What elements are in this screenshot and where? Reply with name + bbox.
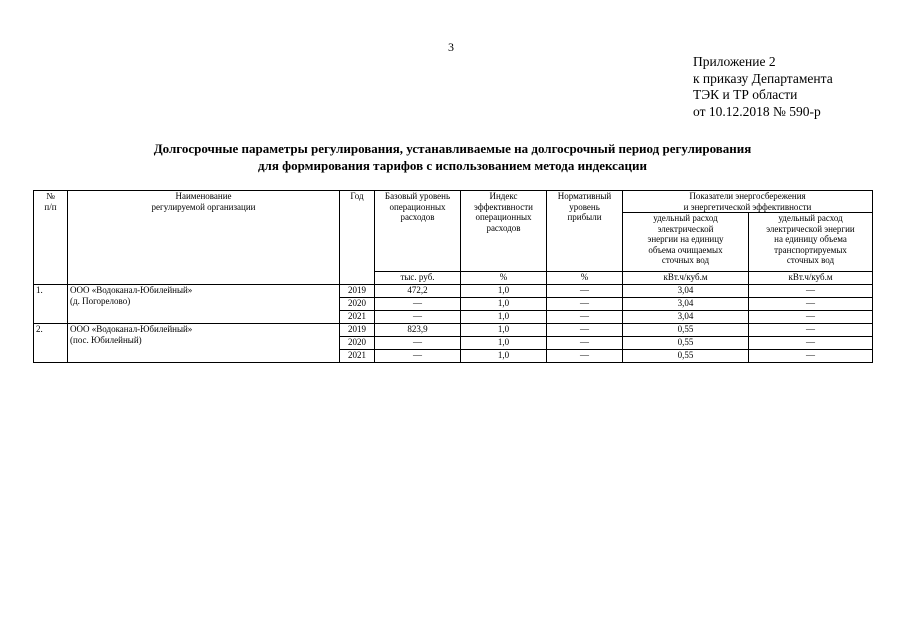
cell-base: —	[375, 311, 461, 324]
org-num: 1.	[34, 285, 68, 324]
cell-base: 823,9	[375, 324, 461, 337]
header-sub-treated: удельный расход электрической энергии на единицу объема очищаемых сточных вод	[623, 213, 749, 272]
cell-sub1: 0,55	[623, 324, 749, 337]
cell-sub1: 3,04	[623, 311, 749, 324]
cell-sub2: —	[749, 324, 873, 337]
cell-year: 2020	[340, 337, 375, 350]
cell-sub2: —	[749, 350, 873, 363]
cell-year: 2019	[340, 324, 375, 337]
header-norm-profit: Нормативный уровень прибыли	[547, 191, 623, 272]
cell-norm: —	[547, 311, 623, 324]
cell-norm: —	[547, 298, 623, 311]
cell-base: —	[375, 337, 461, 350]
cell-index: 1,0	[461, 285, 547, 298]
org-name: ООО «Водоканал-Юбилейный» (д. Погорелово)	[68, 285, 340, 324]
title-line: Долгосрочные параметры регулирования, устанавливаемые на долгосрочный период регулирования	[153, 141, 752, 156]
cell-index: 1,0	[461, 311, 547, 324]
cell-index: 1,0	[461, 298, 547, 311]
cell-sub2: —	[749, 311, 873, 324]
appendix-line: от 10.12.2018 № 590-р	[693, 103, 821, 119]
org-num: 2.	[34, 324, 68, 363]
cell-year: 2020	[340, 298, 375, 311]
cell-sub1: 0,55	[623, 350, 749, 363]
header-efficiency-index: Индекс эффективности операционных расходов	[461, 191, 547, 272]
cell-index: 1,0	[461, 324, 547, 337]
unit-sub2: кВт.ч/куб.м	[749, 272, 873, 285]
cell-norm: —	[547, 337, 623, 350]
title-line: для формирования тарифов с использованием метода индексации	[257, 158, 648, 173]
header-base-level: Базовый уровень операционных расходов	[375, 191, 461, 272]
cell-base: —	[375, 298, 461, 311]
cell-sub1: 3,04	[623, 285, 749, 298]
unit-norm: %	[547, 272, 623, 285]
cell-year: 2021	[340, 350, 375, 363]
cell-norm: —	[547, 285, 623, 298]
unit-sub1: кВт.ч/куб.м	[623, 272, 749, 285]
cell-sub1: 3,04	[623, 298, 749, 311]
unit-base: тыс. руб.	[375, 272, 461, 285]
page-number: 3	[448, 40, 454, 54]
cell-index: 1,0	[461, 350, 547, 363]
cell-index: 1,0	[461, 337, 547, 350]
header-year: Год	[340, 191, 375, 285]
header-energy-indicators: Показатели энергосбережения и энергетической эффективности	[623, 191, 873, 213]
appendix-line: Приложение 2	[693, 54, 776, 69]
unit-index: %	[461, 272, 547, 285]
cell-base: 472,2	[375, 285, 461, 298]
cell-sub2: —	[749, 298, 873, 311]
header-org: Наименование регулируемой организации	[68, 191, 340, 285]
org-name: ООО «Водоканал-Юбилейный» (пос. Юбилейный)	[68, 324, 340, 363]
table-row	[34, 324, 873, 337]
cell-base: —	[375, 350, 461, 363]
cell-norm: —	[547, 324, 623, 337]
cell-sub1: 0,55	[623, 337, 749, 350]
cell-sub2: —	[749, 337, 873, 350]
cell-norm: —	[547, 350, 623, 363]
header-num: № п/п	[34, 191, 68, 285]
cell-sub2: —	[749, 285, 873, 298]
table-row	[34, 285, 873, 298]
appendix-block	[693, 54, 833, 120]
cell-year: 2019	[340, 285, 375, 298]
document-title	[0, 140, 905, 174]
cell-year: 2021	[340, 311, 375, 324]
appendix-line: к приказу Департамента	[693, 70, 833, 86]
header-sub-transported: удельный расход электрической энергии на единицу объема транспортируемых сточных вод	[749, 213, 873, 272]
appendix-line: ТЭК и ТР области	[693, 87, 798, 102]
parameters-table	[33, 190, 873, 363]
